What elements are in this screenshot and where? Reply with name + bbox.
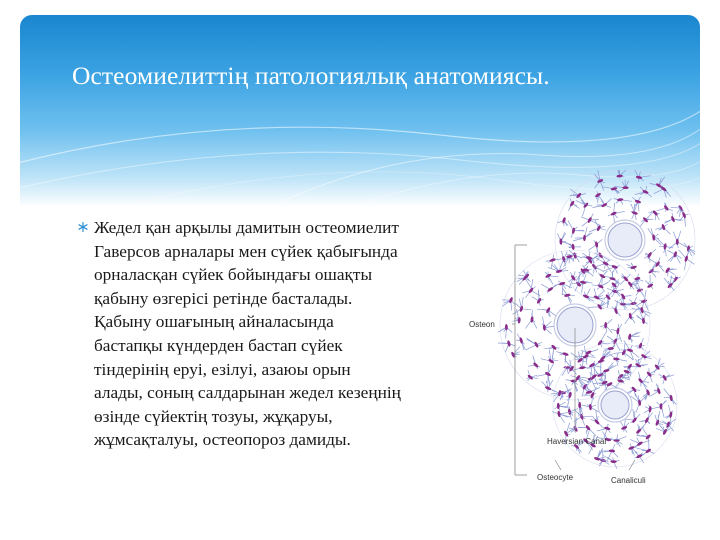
body-line: алады, соның салдарынан жедел кезеңнің [94,383,401,403]
body-line: өзінде сүйектің тозуы, жұқаруы, [94,406,333,426]
body-line: Қабыну ошағының айналасында [94,312,334,332]
osteocyte-pointer [555,460,561,470]
canaliculi-network [498,170,695,469]
haversian-canal-label: Haversian Canal [547,437,607,446]
body-line: қабыну өзгерісі ретінде басталады. [94,288,353,308]
body-line: Гаверсов арналары мен сүйек қабығында [94,241,398,261]
slide-title: Остеомиелиттің патологиялық анатомиясы. [72,61,550,90]
osteon-label: Osteon [469,320,495,329]
body-line: орналасқан сүйек бойындағы ошақты [94,265,373,285]
osteon-diagram [465,170,715,490]
body-line: бастапқы күндерден бастап сүйек [94,335,343,355]
canaliculi-label: Canaliculi [611,476,646,485]
body-paragraph [94,216,489,452]
asterisk-bullet-icon [78,222,88,232]
body-line: тіндерінің еруі, езілуі, азаюы орын [94,359,351,379]
body-line: Жедел қан арқылы дамитын остеомиелит [94,218,399,237]
osteocyte-label: Osteocyte [537,473,574,482]
body-line: жұмсақталуы, остеопороз дамиды. [94,430,351,450]
